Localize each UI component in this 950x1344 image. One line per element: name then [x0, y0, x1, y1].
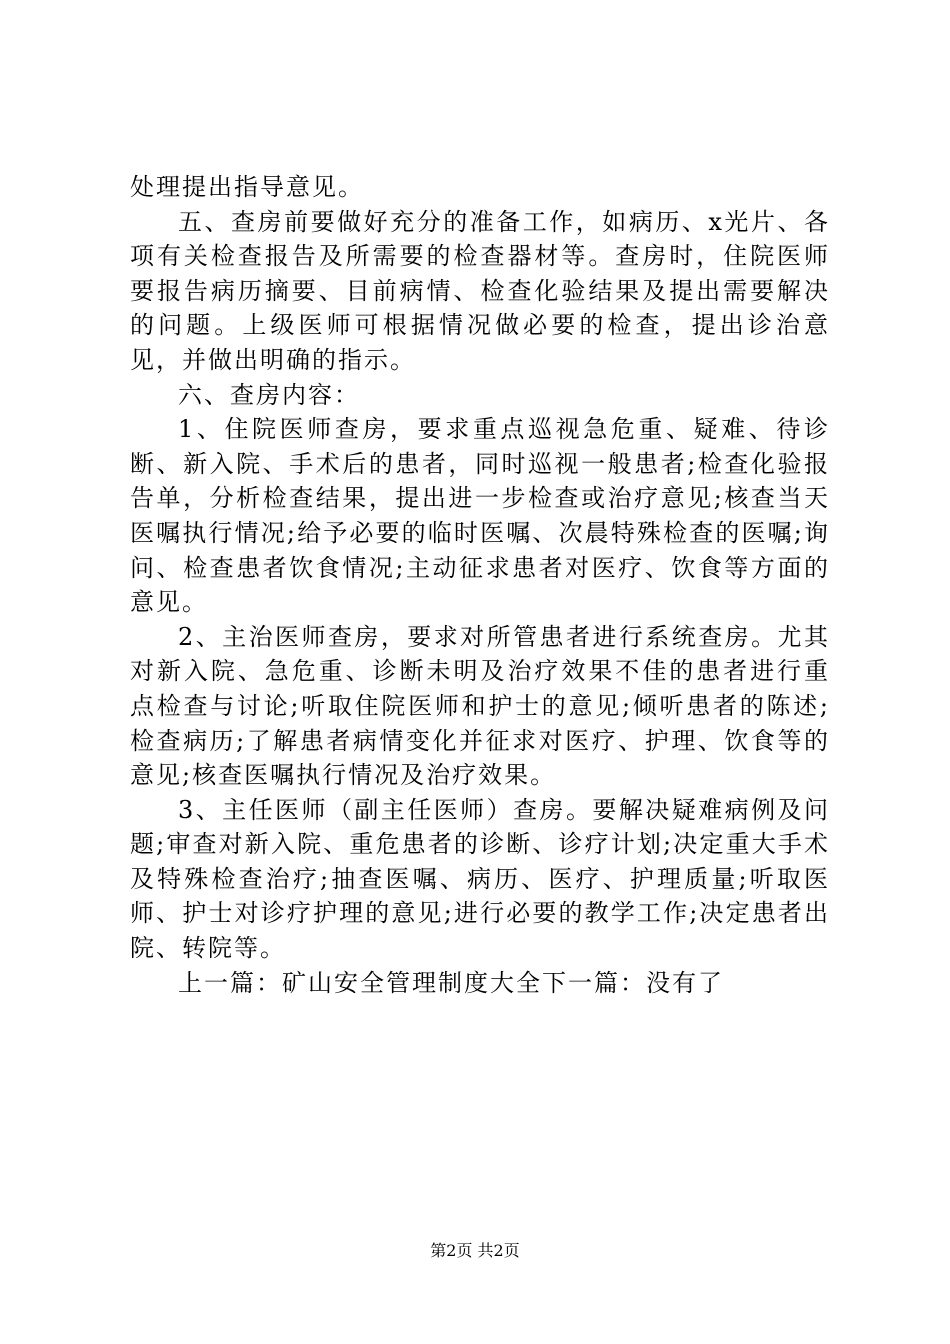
- paragraph-item-1: 1、住院医师查房，要求重点巡视急危重、疑难、待诊断、新入院、手术后的患者，同时巡视一般患者;检查化验报告单，分析检查结果，提出进一步检查或治疗意见;核查当天医嘱执行情况;给予必要的临时医嘱、次晨特殊检查的医嘱;询问、检查患者饮食情况;主动征求患者对医疗、饮食等方面的意见。: [130, 415, 830, 617]
- document-body: [130, 170, 830, 1000]
- paragraph-item-2: 2、主治医师查房，要求对所管患者进行系统查房。尤其对新入院、急危重、诊断未明及治疗效果不佳的患者进行重点检查与讨论;听取住院医师和护士的意见;倾听患者的陈述;检查病历;了解患者病情变化并征求对医疗、护理、饮食等的意见;核查医嘱执行情况及治疗效果。: [130, 622, 830, 790]
- paragraph-item-3: 3、主任医师（副主任医师）查房。要解决疑难病例及问题;审查对新入院、重危患者的诊断、诊疗计划;决定重大手术及特殊检查治疗;抽查医嘱、病历、医疗、护理质量;听取医师、护士对诊疗护理的意见;进行必要的教学工作;决定患者出院、转院等。: [130, 795, 830, 963]
- paragraph-section-5: 五、查房前要做好充分的准备工作，如病历、x光片、各项有关检查报告及所需要的检查器材等。查房时，住院医师要报告病历摘要、目前病情、检查化验结果及提出需要解决的问题。上级医师可根据情况做必要的检查，提出诊治意见，并做出明确的指示。: [130, 207, 830, 374]
- paragraph-continuation: 处理提出指导意见。: [130, 173, 364, 201]
- prev-next-navigation[interactable]: 上一篇：矿山安全管理制度大全下一篇：没有了: [178, 968, 724, 997]
- page-number-footer: 第2页 共2页: [430, 1241, 520, 1260]
- paragraph-section-6-heading: 六、查房内容：: [178, 380, 360, 409]
